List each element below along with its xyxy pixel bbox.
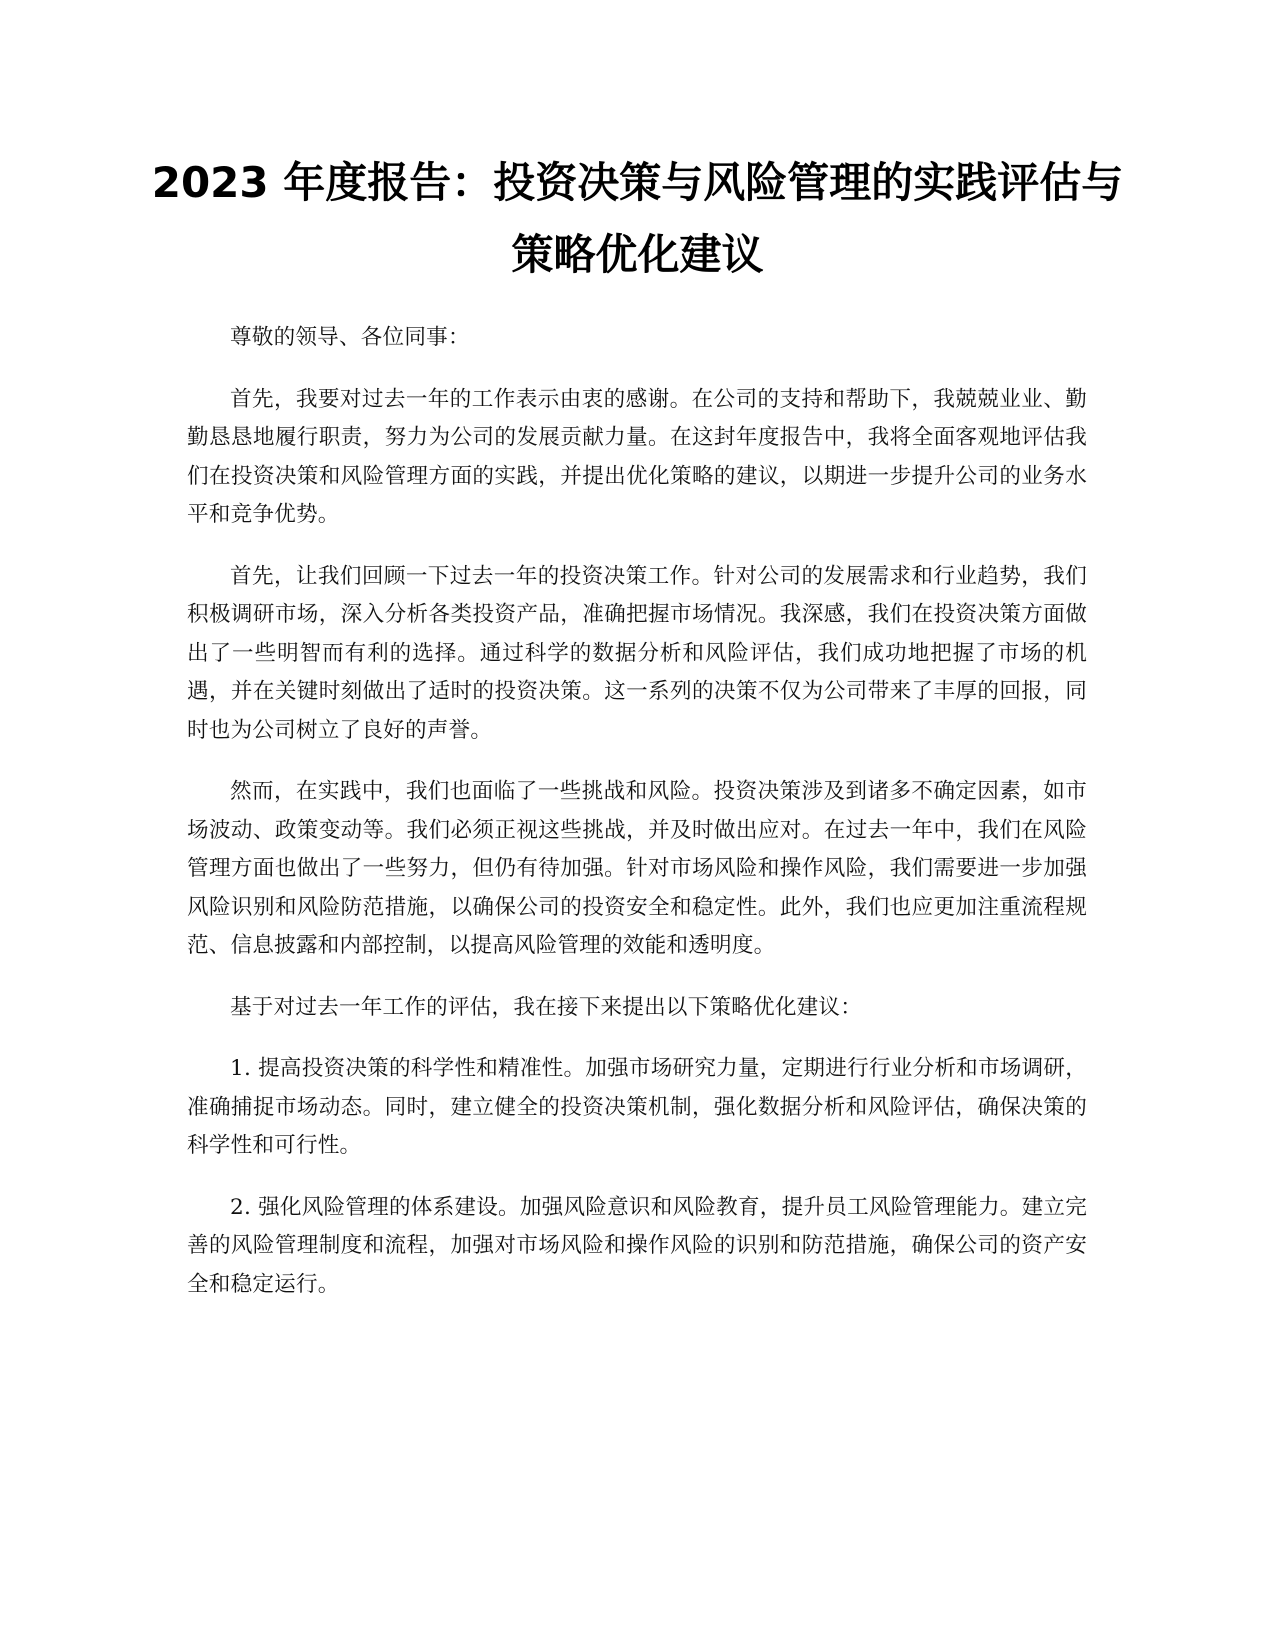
recommendation-item-2: 2. 强化风险管理的体系建设。加强风险意识和风险教育，提升员工风险管理能力。建立完善的风险管理制度和流程，加强对市场风险和操作风险的识别和防范措施，确保公司的资产安全和稳定运行。	[187, 1194, 1087, 1297]
document-title: 2023 年度报告：投资决策与风险管理的实践评估与策略优化建议	[151, 158, 1124, 279]
document-body	[187, 319, 1087, 1327]
investment-review-paragraph: 首先，让我们回顾一下过去一年的投资决策工作。针对公司的发展需求和行业趋势，我们积极调研市场，深入分析各类投资产品，准确把握市场情况。我深感，我们在投资决策方面做出了一些明智而有利的选择。通过科学的数据分析和风险评估，我们成功地把握了市场的机遇，并在关键时刻做出了适时的投资决策。这一系列的决策不仅为公司带来了丰厚的回报，同时也为公司树立了良好的声誉。	[187, 563, 1087, 743]
salutation-paragraph: 尊敬的领导、各位同事：	[230, 325, 470, 350]
risk-challenges-paragraph: 然而，在实践中，我们也面临了一些挑战和风险。投资决策涉及到诸多不确定因素，如市场波动、政策变动等。我们必须正视这些挑战，并及时做出应对。在过去一年中，我们在风险管理方面也做出了一些努力，但仍有待加强。针对市场风险和操作风险，我们需要进一步加强风险识别和风险防范措施，以确保公司的投资安全和稳定性。此外，我们也应更加注重流程规范、信息披露和内部控制，以提高风险管理的效能和透明度。	[187, 779, 1087, 958]
recommendation-item-1: 1. 提高投资决策的科学性和精准性。加强市场研究力量，定期进行行业分析和市场调研，准确捕捉市场动态。同时，建立健全的投资决策机制，强化数据分析和风险评估，确保决策的科学性和可行性。	[187, 1056, 1087, 1158]
recommendations-intro-paragraph: 基于对过去一年工作的评估，我在接下来提出以下策略优化建议：	[230, 994, 863, 1020]
intro-paragraph: 首先，我要对过去一年的工作表示由衷的感谢。在公司的支持和帮助下，我兢兢业业、勤勤恳恳地履行职责，努力为公司的发展贡献力量。在这封年度报告中，我将全面客观地评估我们在投资决策和风险管理方面的实践，并提出优化策略的建议，以期进一步提升公司的业务水平和竞争优势。	[187, 386, 1087, 527]
